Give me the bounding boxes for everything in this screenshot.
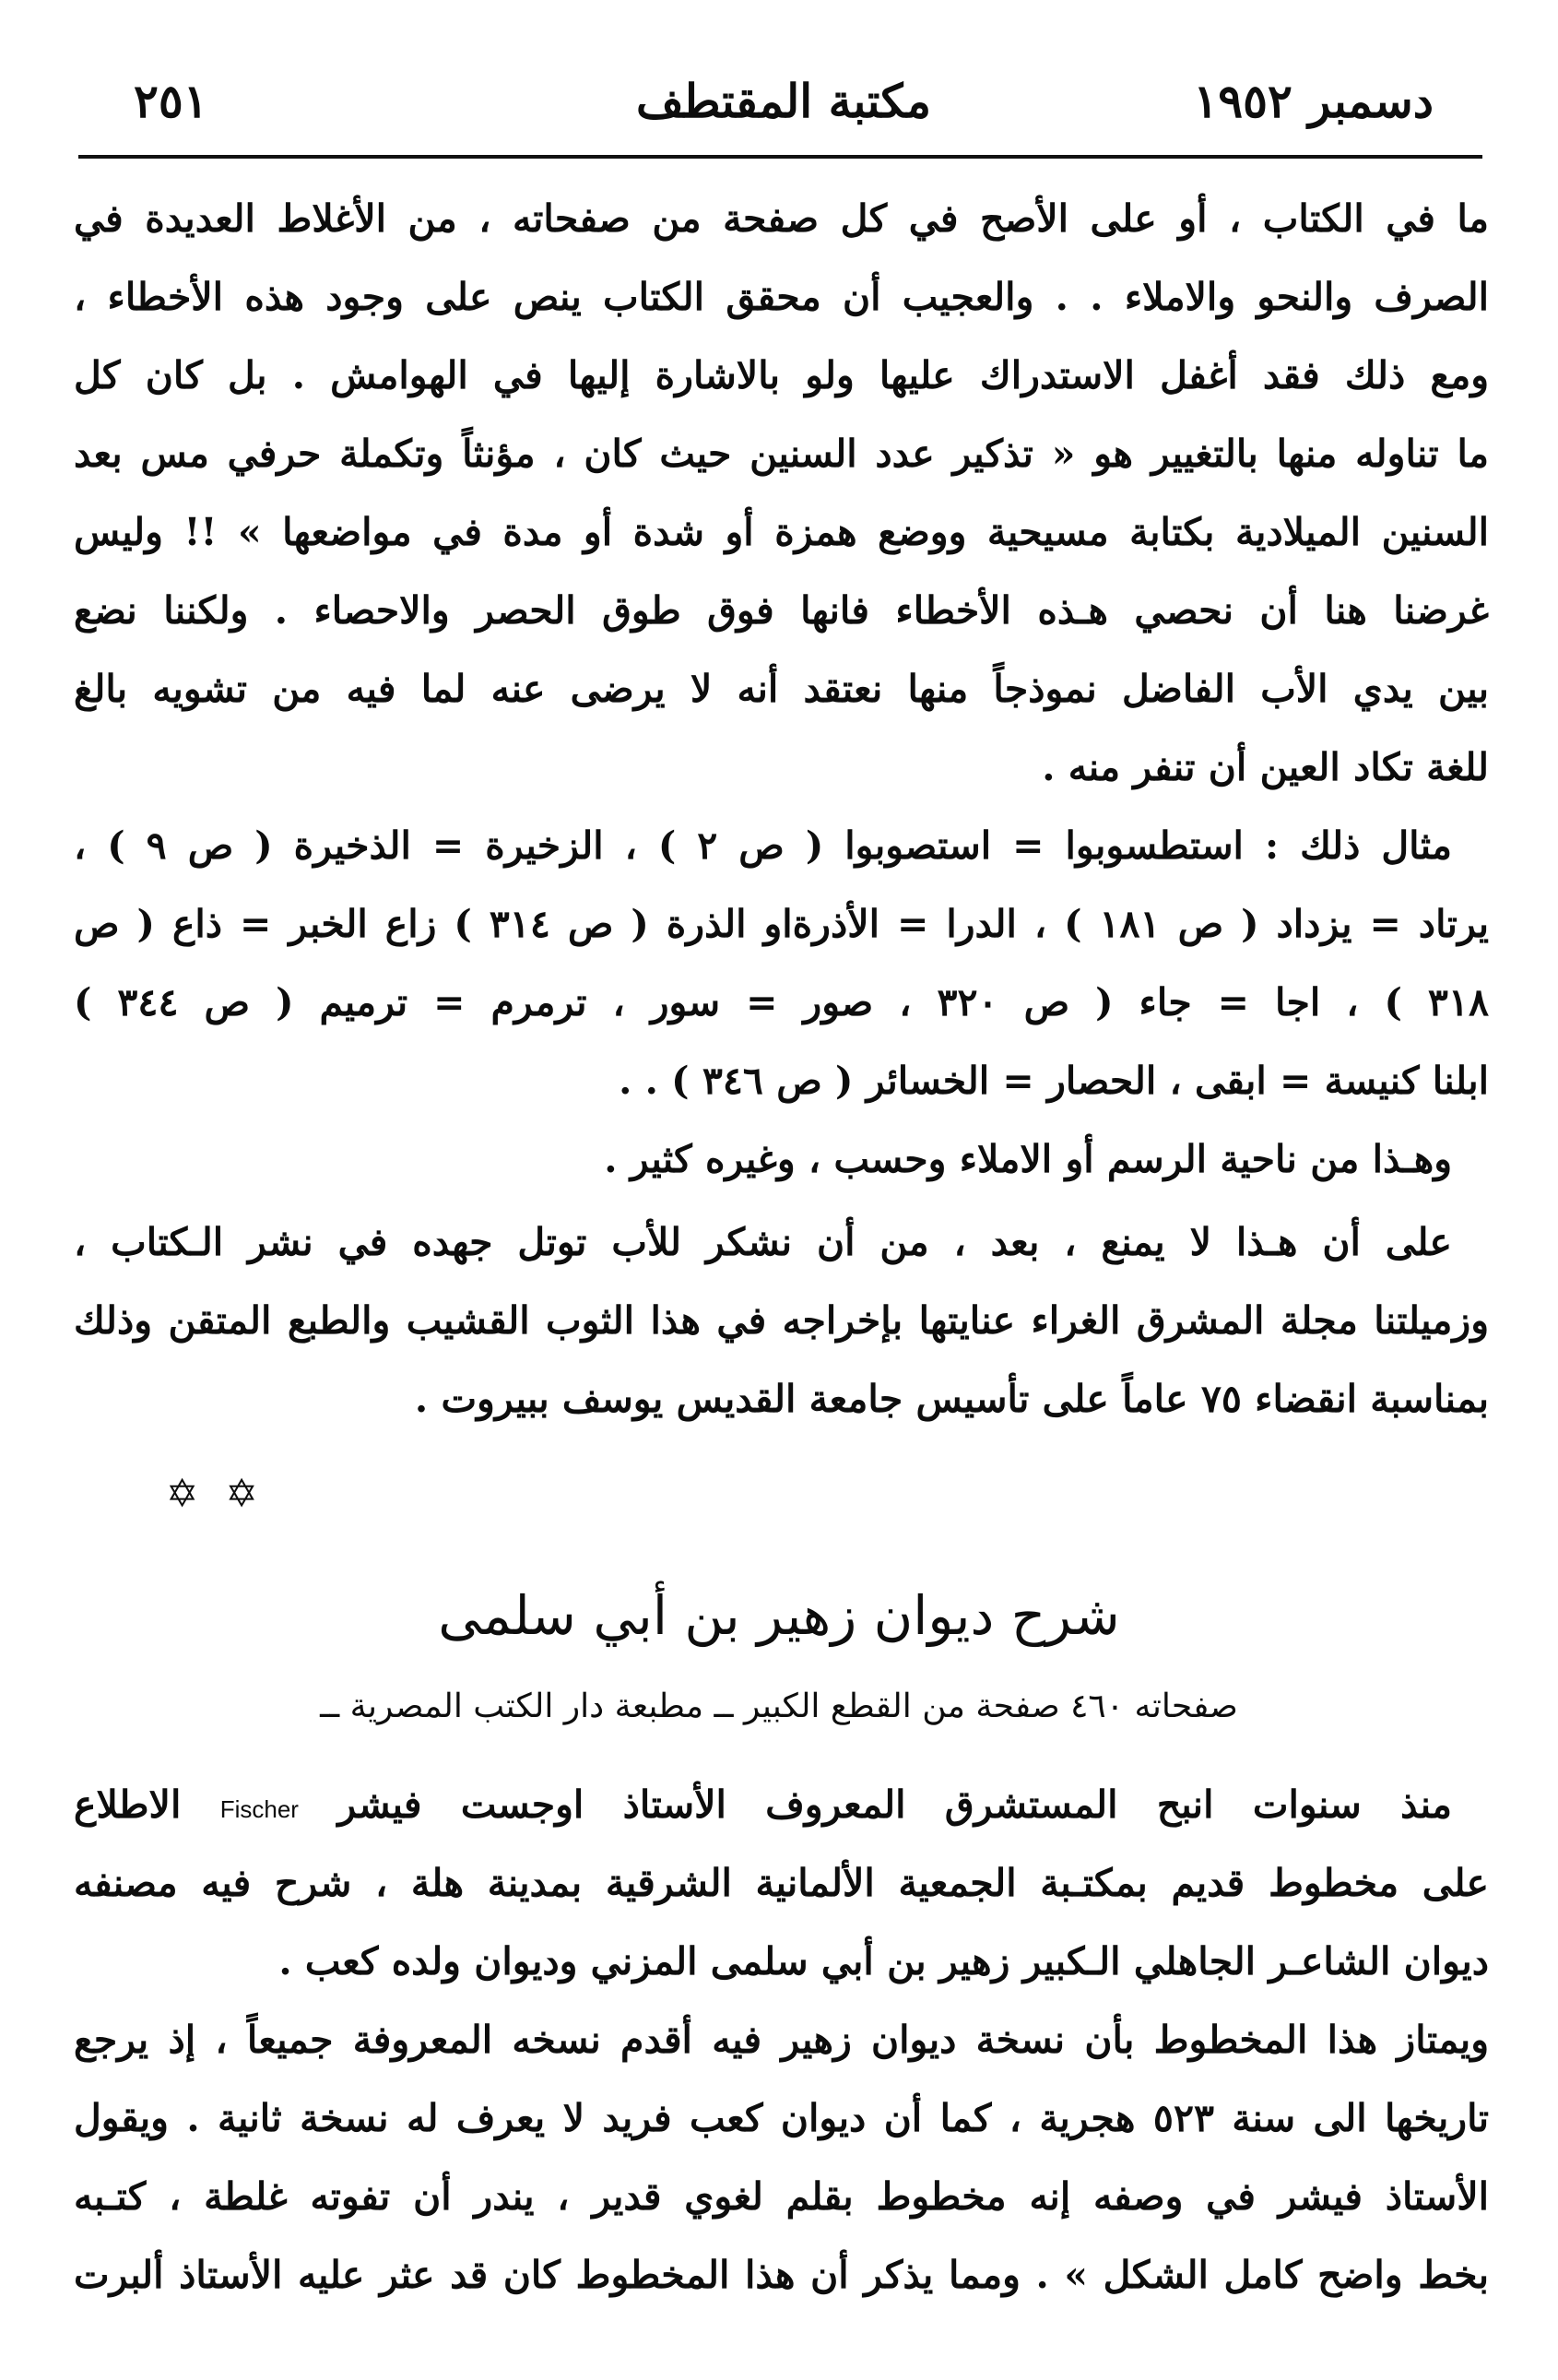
header-title: مكتبة المقتطف: [636, 74, 931, 128]
text-line: [74, 1766, 1489, 1844]
section-separator: ✡ ✡: [166, 1471, 266, 1516]
text-line: يرتاد = يزداد ( ص ١٨١ ) ، الدرا = الأذرةاو الذرة ( ص ٣١٤ ) زاع الخبر = ذاع ( ص: [74, 902, 1489, 946]
text-line: ابلنا كنيسة = ابقى ، الحصار = الخسائر ( ص ٣٤٦ ) . .: [619, 1059, 1489, 1103]
text-line: ومع ذلك فقد أغفل الاستدراك عليها ولو بالاشارة إليها في الهوامش . بل كان كل: [74, 353, 1489, 397]
text-line: تاريخها الى سنة ٥٢٣ هجرية ، كما أن ديوان كعب فريد لا يعرف له نسخة ثانية . ويقول: [74, 2096, 1489, 2140]
header-rule: [78, 155, 1482, 159]
text-line: وهـذا من ناحية الرسم أو الاملاء وحسب ، وغيره كثير .: [604, 1137, 1452, 1181]
text-line: ما في الكتاب ، أو على الأصح في كل صفحة من صفحاته ، من الأغلاط العديدة في: [74, 196, 1489, 241]
text-line: بخط واضح كامل الشكل » . ومما يذكر أن هذا المخطوط كان قد عثر عليه الأستاذ ألبرت: [74, 2253, 1489, 2297]
paragraph-spelling-note: [74, 1120, 1489, 1199]
text-line: للغة تكاد العين أن تنفر منه .: [1042, 745, 1489, 789]
paragraph-critique: [74, 180, 1489, 807]
text-line: على أن هـذا لا يمنع ، بعد ، من أن نشكر للأب توتل جهده في نشر الـكتاب ،: [74, 1220, 1452, 1264]
text-line: الأستاذ فيشر في وصفه إنه مخطوط بقلم لغوي قدير ، يندر أن تفوته غلطة ، كتـبه: [74, 2174, 1489, 2219]
text-segment: الاطلاع: [74, 1782, 182, 1827]
text-line: ويمتاز هذا المخطوط بأن نسخة ديوان زهير فيه أقدم نسخه المعروفة جميعاً ، إذ يرجع: [74, 2018, 1489, 2062]
text-line: مثال ذلك : استطسوبوا = استصوبوا ( ص ٢ ) ، الزخيرة = الذخيرة ( ص ٩ ) ،: [74, 823, 1453, 868]
latin-name: Fischer: [219, 1795, 299, 1823]
text-line: على مخطوط قديم بمكتـبة الجمعية الألمانية الشرقية بمدينة هلة ، شرح فيه مصنفه: [74, 1861, 1489, 1905]
text-line: ٣١٨ ) ، اجا = جاء ( ص ٣٢٠ ، صور = سور ، ترمرم = ترميم ( ص ٣٤٤ ): [74, 980, 1489, 1024]
review-paragraph-manuscript: [74, 2001, 1489, 2315]
header-date: دسمبر ١٩٥٢: [1193, 74, 1434, 128]
paragraph-thanks: [74, 1203, 1489, 1439]
paragraph-examples: [74, 807, 1489, 1120]
review-publication-info: صفحاته ٤٦٠ صفحة من القطع الكبير ــ مطبعة دار الكتب المصرية ــ: [320, 1687, 1238, 1725]
text-line: وزميلتنا مجلة المشرق الغراء عنايتها بإخراجه في هذا الثوب القشيب والطبع المتقن وذلك: [74, 1298, 1489, 1343]
text-line: بمناسبة انقضاء ٧٥ عاماً على تأسيس جامعة القديس يوسف ببيروت .: [414, 1377, 1489, 1421]
running-header: [97, 65, 1470, 148]
page-number: ٢٥١: [134, 74, 208, 128]
text-line: ديوان الشاعـر الجاهلي الـكبير زهير بن أبي سلمى المزني وديوان ولده كعب .: [278, 1939, 1489, 1983]
text-line: غرضنا هنا أن نحصي هـذه الأخطاء فانها فوق طوق الحصر والاحصاء . ولكننا نضع: [74, 588, 1489, 633]
review-title: شرح ديوان زهير بن أبي سلمى: [438, 1584, 1120, 1647]
text-line: السنين الميلادية بكتابة مسيحية ووضع همزة أو شدة أو مدة في مواضعها » !! وليس: [74, 510, 1489, 554]
text-line: بين يدي الأب الفاضل نموذجاً منها نعتقد أنه لا يرضى عنه لما فيه من تشويه بالغ: [74, 667, 1489, 711]
text-line: ما تناوله منها بالتغيير هو « تذكير عدد السنين حيث كان ، مؤنثاً وتكملة حرفي مس بعد: [74, 432, 1489, 476]
text-line: الصرف والنحو والاملاء . . والعجيب أن محقق الكتاب ينص على وجود هذه الأخطاء ،: [74, 275, 1489, 319]
text-segment: منذ سنوات انبح المستشرق المعروف الأستاذ اوجست فيشر: [337, 1782, 1452, 1827]
review-paragraph-intro: [74, 1766, 1489, 2001]
